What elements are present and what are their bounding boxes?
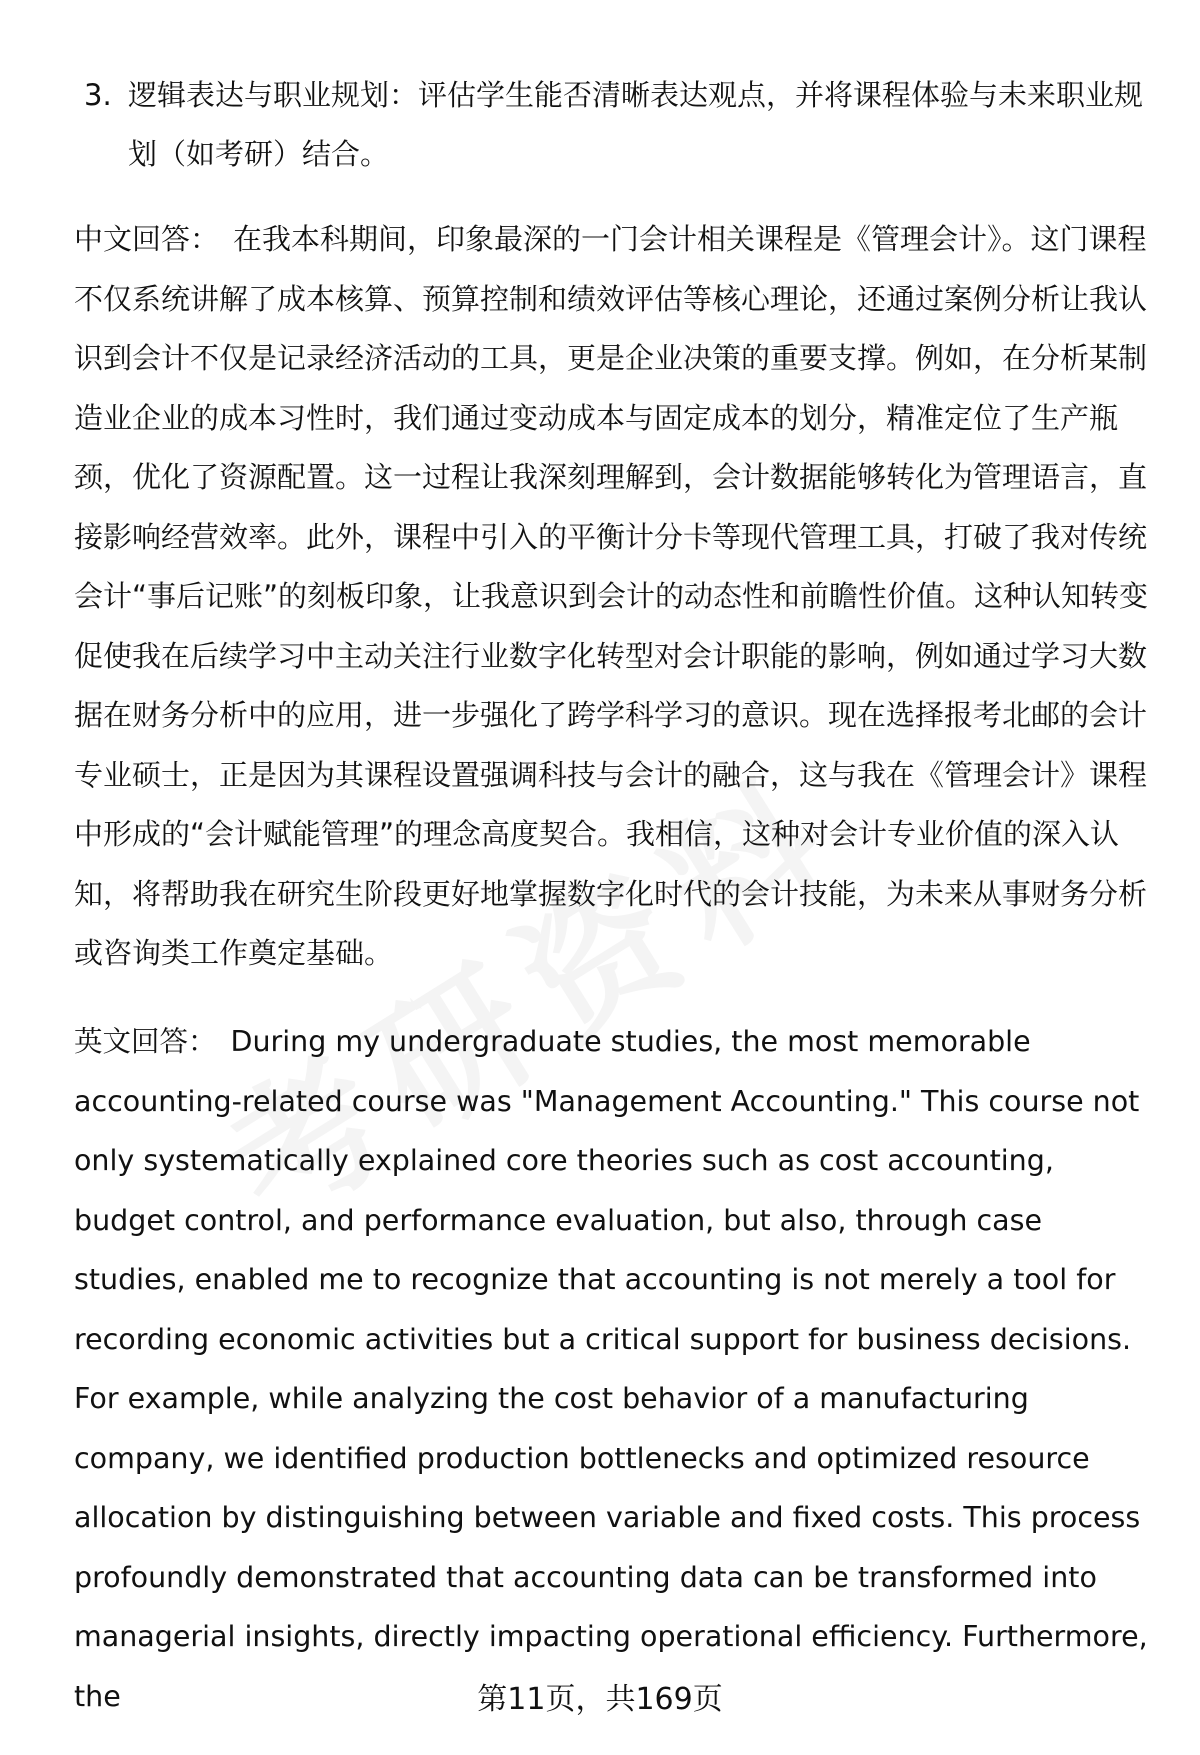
english-answer-label: 英文回答： [74, 1025, 217, 1058]
page-number-indicator: 第11页，共169页 [477, 1682, 723, 1717]
page-footer [0, 1680, 1200, 1720]
chinese-answer-text: 在我本科期间，印象最深的一门会计相关课程是《管理会计》。这门课程不仅系统讲解了成本核算、预算控制和绩效评估等核心理论，还通过案例分析让我认识到会计不仅是记录经济活动的工具，更是企业决策的重要支撑。例如，在分析某制造业企业的成本习性时，我们通过变动成本与固定成本的划分，精准定位了生产瓶颈，优化了资源配置。这一过程让我深刻理解到，会计数据能够转化为管理语言，直接影响经营效率。此外，课程中引入的平衡计分卡等现代管理工具，打破了我对传统会计“事后记账”的刻板印象，让我意识到会计的动态性和前瞻性价值。这种认知转变促使我在后续学习中主动关注行业数字化转型对会计职能的影响，例如通过学习大数据在财务分析中的应用，进一步强化了跨学科学习的意识。现在选择报考北邮的会计专业硕士，正是因为其课程设置强调科技与会计的融合，这与我在《管理会计》课程中形成的“会计赋能管理”的理念高度契合。我相信，这种对会计专业价值的深入认知，将帮助我在研究生阶段更好地掌握数字化时代的会计技能，为未来从事财务分析或咨询类工作奠定基础。 [74, 222, 1149, 970]
list-item-number: 3. [84, 78, 112, 112]
english-answer-paragraph [74, 1012, 1154, 1726]
english-answer-text: During my undergraduate studies, the most memorable accounting-related course was "Management Accounting." This course not only systematically explained core theories such as cost accounting, budget control, and performance evaluation, but also, through case studies, enabled me to recognize that accounting is not merely a tool for recording economic activities but a critical support for business decisions. For example, while analyzing the cost behavior of a manufacturing company, we identified production bottlenecks and optimized resource allocation by distinguishing between variable and fixed costs. This process profoundly demonstrated that accounting data can be transformed into managerial insights, directly impacting operational efficiency. Furthermore, the [74, 1025, 1148, 1713]
chinese-answer-paragraph [74, 210, 1154, 984]
numbered-list-item [84, 66, 1144, 184]
chinese-answer-label: 中文回答： [74, 222, 220, 256]
list-item-text: 逻辑表达与职业规划：评估学生能否清晰表达观点，并将课程体验与未来职业规划（如考研）结合。 [128, 78, 1144, 171]
